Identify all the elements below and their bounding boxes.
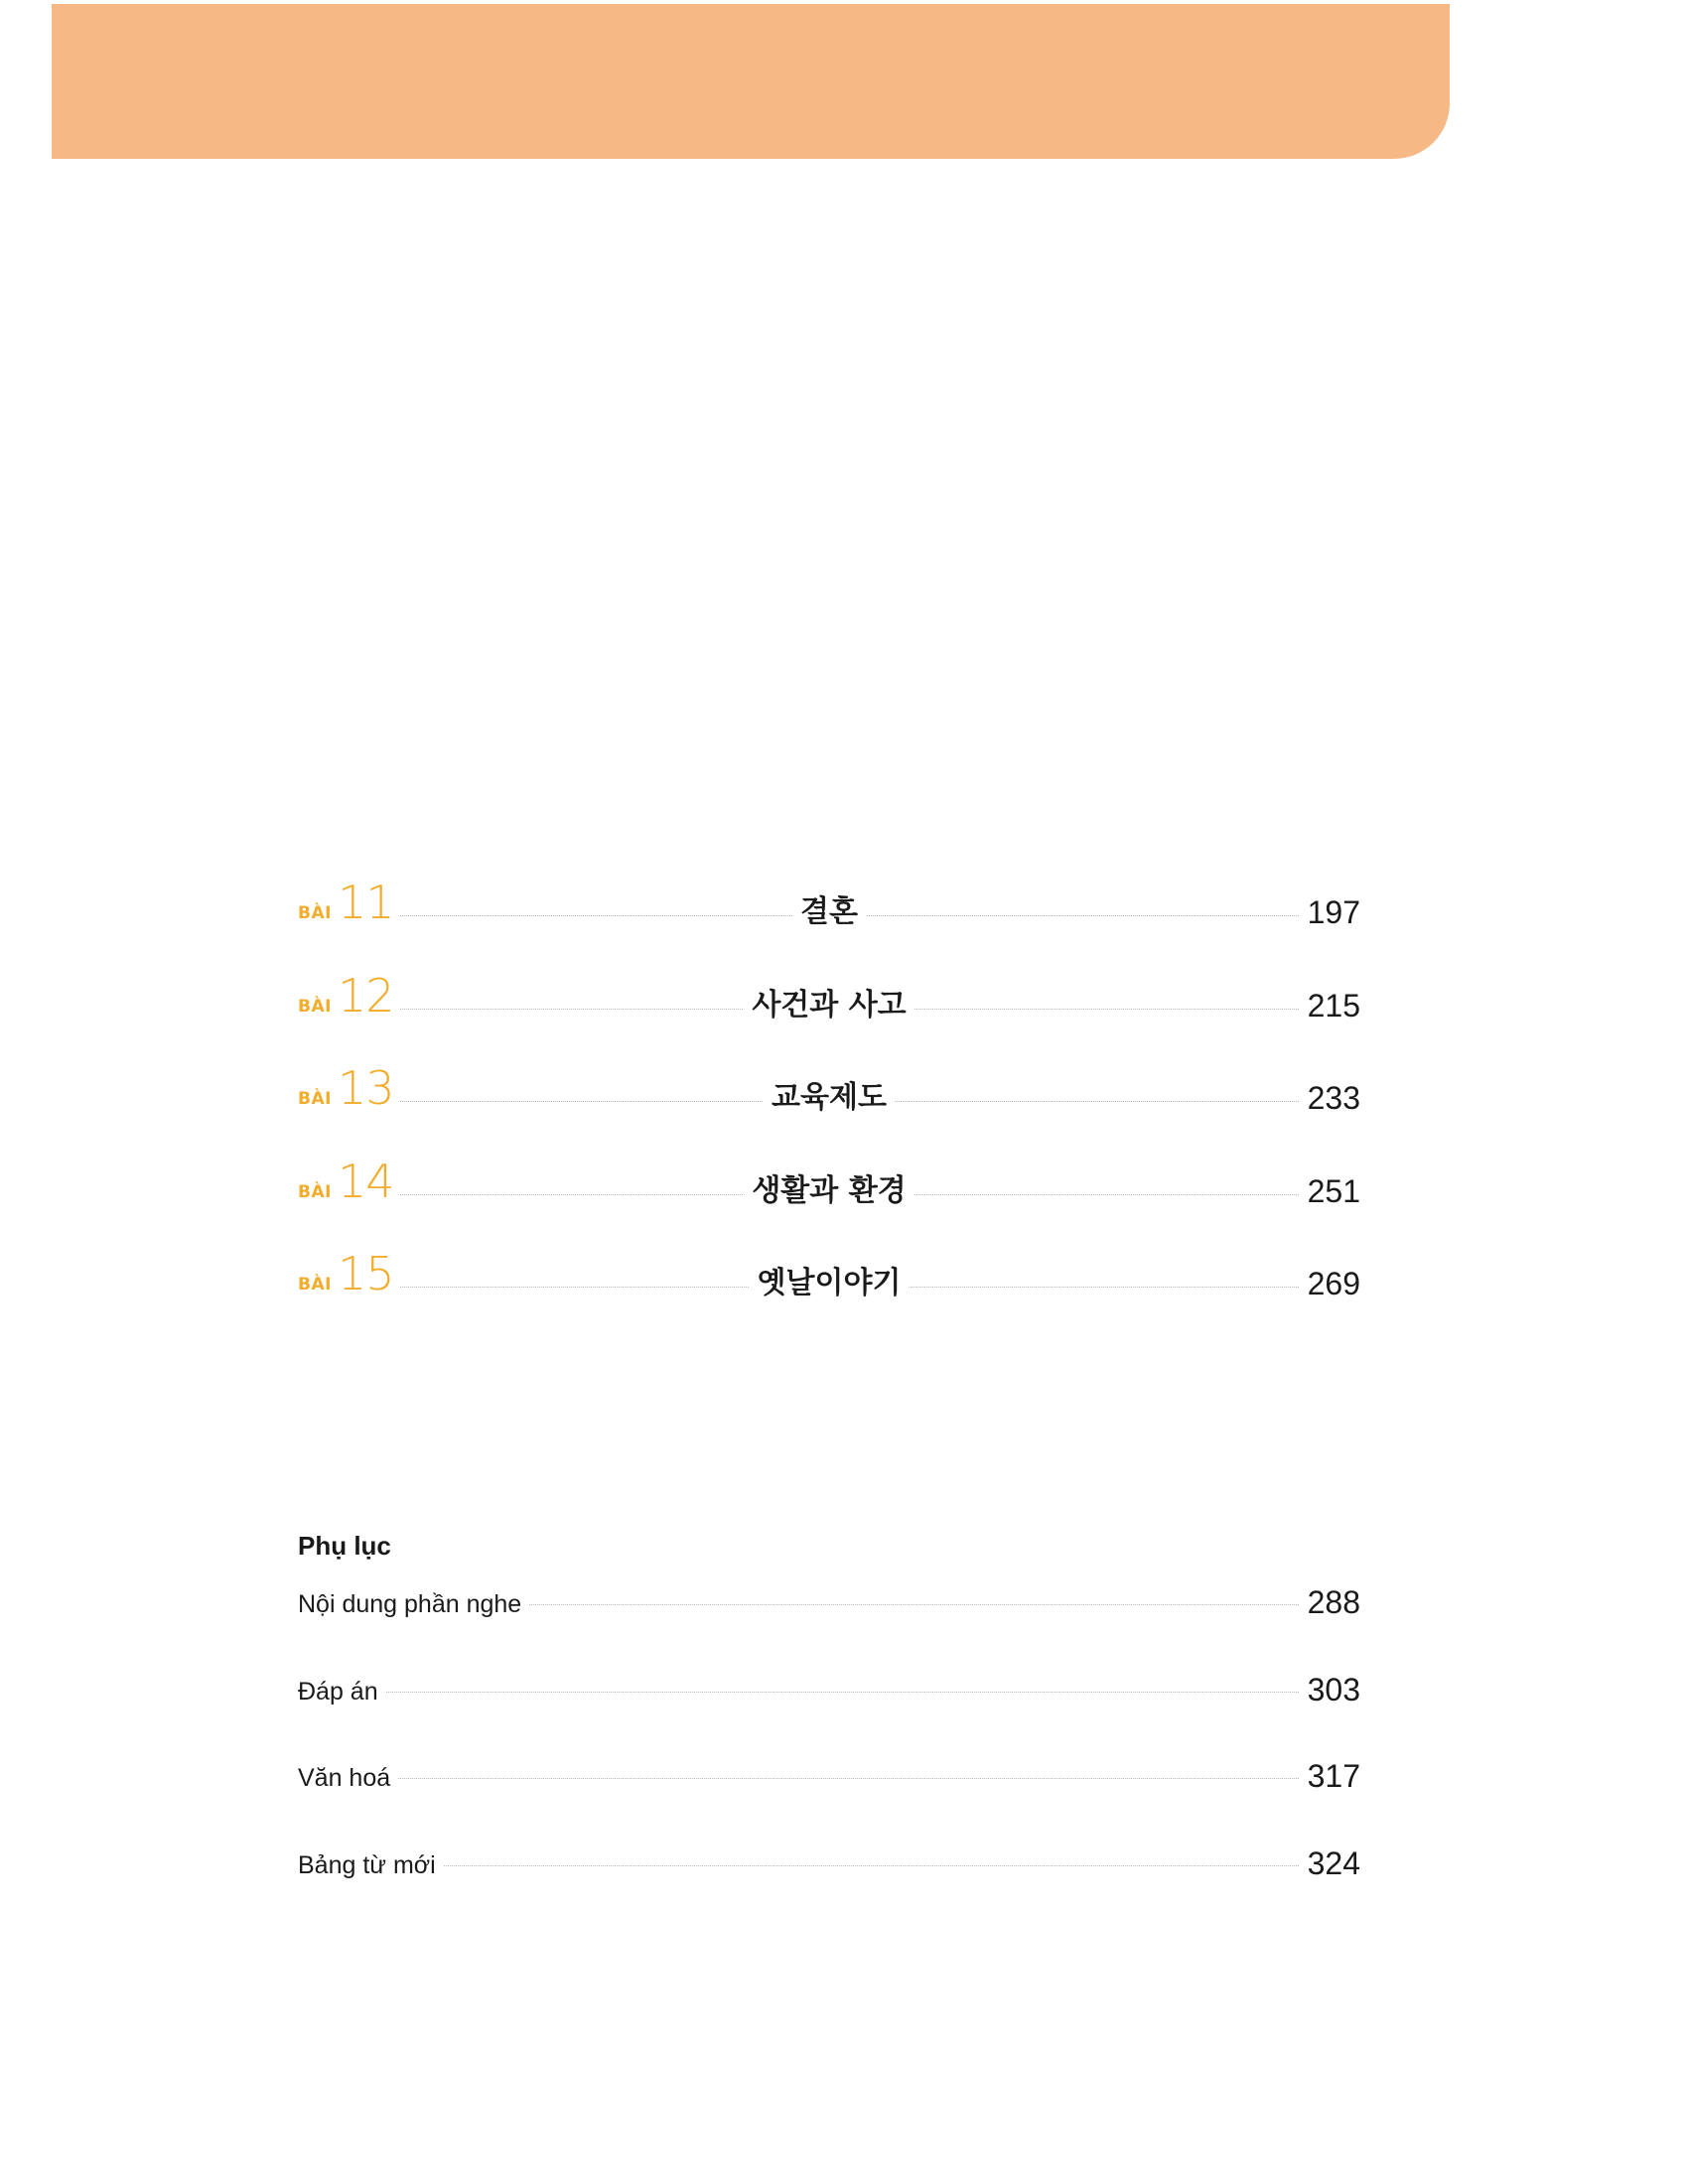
appendix-label: Văn hoá [298, 1762, 398, 1794]
lesson-label: BÀI [298, 1275, 332, 1295]
lesson-row-12[interactable] [298, 967, 1360, 1060]
appendix-section [298, 1529, 1360, 1928]
lesson-number: 15 [338, 1247, 394, 1300]
header-band [52, 4, 1450, 159]
leader-dots [298, 1692, 1299, 1693]
lesson-label: BÀI [298, 1089, 332, 1109]
lesson-page: 233 [1300, 1079, 1360, 1117]
lesson-label: BÀI [298, 996, 332, 1017]
appendix-page: 324 [1300, 1844, 1360, 1882]
lesson-list [298, 874, 1360, 1338]
lesson-row-13[interactable] [298, 1059, 1360, 1153]
lesson-page: 251 [1300, 1172, 1360, 1210]
lesson-title: 생활과 환경 [744, 1172, 914, 1210]
appendix-page: 303 [1300, 1671, 1360, 1708]
lesson-number: 14 [338, 1154, 394, 1208]
lesson-number: 13 [338, 1061, 394, 1115]
lesson-page: 269 [1300, 1265, 1360, 1302]
lesson-title: 옛날이야기 [750, 1265, 910, 1302]
appendix-row-listening[interactable] [298, 1580, 1360, 1668]
appendix-heading: Phụ lục [298, 1531, 391, 1561]
appendix-page: 317 [1300, 1757, 1360, 1795]
appendix-label: Nội dung phần nghe [298, 1588, 529, 1620]
leader-dots [298, 1778, 1299, 1779]
leader-dots [298, 1865, 1299, 1866]
lesson-number: 12 [338, 968, 394, 1023]
lesson-label: BÀI [298, 1181, 332, 1202]
lesson-title: 사건과 사고 [744, 987, 914, 1024]
lesson-title: 결혼 [792, 893, 866, 931]
appendix-label: Bảng từ mới [298, 1849, 444, 1881]
lesson-row-14[interactable] [298, 1153, 1360, 1246]
appendix-row-vocabulary[interactable] [298, 1842, 1360, 1929]
lesson-row-15[interactable] [298, 1245, 1360, 1338]
lesson-row-11[interactable] [298, 874, 1360, 967]
lesson-title: 교육제도 [764, 1079, 895, 1117]
appendix-row-answers[interactable] [298, 1668, 1360, 1755]
appendix-page: 288 [1300, 1583, 1360, 1621]
lesson-page: 197 [1300, 893, 1360, 931]
lesson-number: 11 [338, 876, 394, 929]
appendix-row-culture[interactable] [298, 1754, 1360, 1842]
appendix-label: Đáp án [298, 1676, 386, 1707]
lesson-page: 215 [1300, 987, 1360, 1024]
lesson-label: BÀI [298, 903, 332, 923]
